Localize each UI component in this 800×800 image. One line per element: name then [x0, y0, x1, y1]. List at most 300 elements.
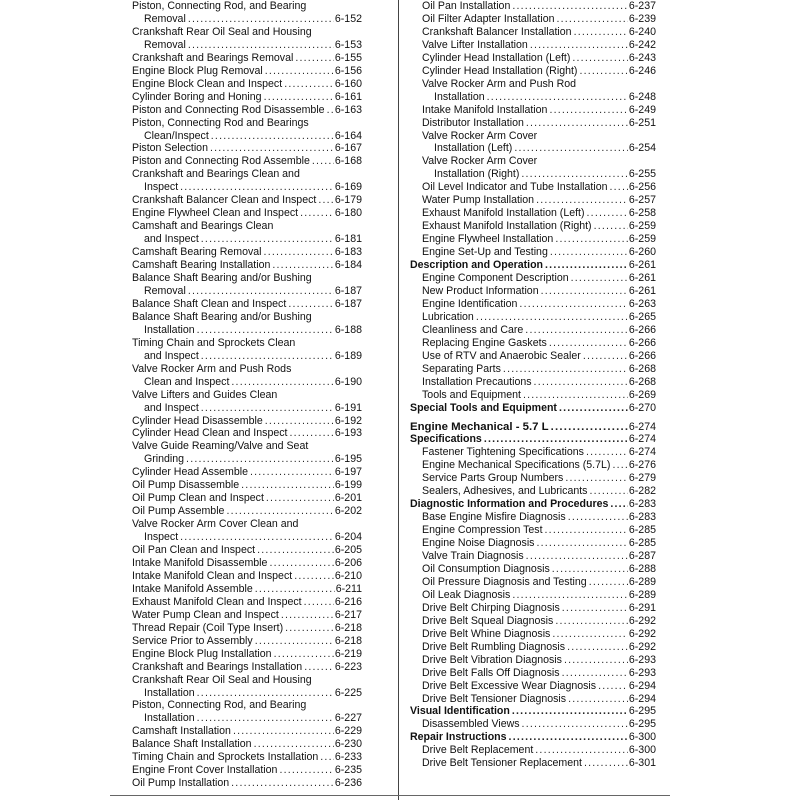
dot-leader: [264, 246, 334, 259]
toc-entry[interactable]: [132, 725, 362, 738]
toc-entry[interactable]: [132, 544, 362, 557]
toc-page-number: 6-168: [334, 155, 362, 168]
dot-leader: [571, 272, 628, 285]
toc-entry[interactable]: [132, 117, 362, 143]
toc-entry[interactable]: [410, 589, 656, 602]
toc-page-number: 6-161: [334, 90, 362, 103]
toc-entry[interactable]: [410, 705, 656, 718]
toc-entry-line: [422, 324, 656, 337]
toc-entry-title: Valve Guide Reaming/Valve and Seat: [132, 440, 309, 453]
toc-entry-title: Camshaft Bearing Removal: [132, 246, 262, 259]
dot-leader: [201, 233, 334, 246]
toc-page-number: 6-206: [334, 556, 362, 569]
toc-entry[interactable]: [132, 764, 362, 777]
dot-leader: [552, 628, 628, 641]
dot-leader: [250, 466, 334, 479]
toc-page-number: 6-291: [628, 601, 656, 614]
toc-entry[interactable]: [410, 654, 656, 667]
toc-entry[interactable]: [132, 298, 362, 311]
toc-entry-title: Exhaust Manifold Installation (Right): [422, 220, 592, 233]
toc-entry[interactable]: [132, 337, 362, 363]
toc-entry[interactable]: [132, 518, 362, 544]
dot-leader: [535, 744, 628, 757]
toc-page-number: 6-261: [628, 259, 656, 272]
toc-entry-title: Piston, Connecting Rod and Bearings: [132, 116, 309, 129]
toc-entry-title: Engine Flywheel Clean and Inspect: [132, 207, 299, 220]
toc-entry-line: [422, 550, 656, 563]
toc-entry-line: [422, 39, 656, 52]
dot-leader: [545, 524, 628, 537]
toc-entry-title: Tools and Equipment: [422, 388, 521, 401]
toc-entry[interactable]: [410, 744, 656, 757]
toc-entry-line: [410, 259, 656, 272]
dot-leader: [568, 511, 628, 524]
toc-entry[interactable]: [410, 117, 656, 130]
toc-entry[interactable]: [132, 609, 362, 622]
toc-entry-line: [422, 376, 656, 389]
toc-page-number: 6-242: [628, 38, 656, 51]
toc-entry-line: [422, 246, 656, 259]
toc-entry-line: [132, 531, 362, 544]
toc-entry[interactable]: [132, 207, 362, 220]
toc-entry[interactable]: [132, 674, 362, 700]
dot-leader: [284, 78, 334, 91]
toc-entry[interactable]: [410, 718, 656, 731]
toc-entry[interactable]: [132, 155, 362, 168]
toc-entry[interactable]: [410, 311, 656, 324]
toc-entry-title: Disassembled Views: [422, 718, 520, 731]
toc-page-number: 6-261: [628, 284, 656, 297]
dot-leader: [549, 104, 627, 117]
toc-entry[interactable]: [132, 777, 362, 790]
toc-entry-title: Oil Leak Diagnosis: [422, 588, 511, 601]
toc-entry[interactable]: [132, 65, 362, 78]
toc-entry[interactable]: [410, 421, 656, 434]
toc-entry[interactable]: [410, 130, 656, 156]
toc-entry[interactable]: [410, 537, 656, 550]
toc-entry-line: [422, 757, 656, 770]
toc-entry-title: Visual Identification: [410, 705, 510, 718]
toc-entry[interactable]: [410, 39, 656, 52]
toc-page-number: 6-188: [334, 323, 362, 336]
toc-entry-title: Installation Precautions: [422, 375, 532, 388]
toc-entry-title: Crankshaft Rear Oil Seal and Housing: [132, 673, 312, 686]
toc-entry-line: [132, 738, 362, 751]
toc-page-number: 6-251: [628, 116, 656, 129]
toc-entry[interactable]: [410, 13, 656, 26]
toc-entry[interactable]: [410, 259, 656, 272]
toc-entry-line: [132, 712, 362, 725]
toc-page-number: 6-300: [628, 731, 656, 744]
toc-entry[interactable]: [410, 498, 656, 511]
dot-leader: [556, 13, 627, 26]
toc-entry-line: [422, 233, 656, 246]
toc-entry[interactable]: [410, 26, 656, 39]
toc-entry-title: Timing Chain and Sprockets Installation: [132, 751, 319, 764]
dot-leader: [512, 705, 628, 718]
toc-entry-line: [132, 181, 362, 194]
toc-entry-title: Drive Belt Tensioner Replacement: [422, 757, 582, 770]
toc-entry[interactable]: [132, 583, 362, 596]
dot-leader: [586, 446, 628, 459]
toc-entry[interactable]: [410, 194, 656, 207]
toc-page-number: 6-179: [334, 194, 362, 207]
toc-entry-line: [132, 764, 362, 777]
toc-entry-title: Camshaft and Bearings Clean: [132, 220, 274, 233]
toc-entry[interactable]: [132, 389, 362, 415]
toc-entry[interactable]: [132, 699, 362, 725]
toc-entry-line: [422, 511, 656, 524]
toc-entry[interactable]: [132, 104, 362, 117]
toc-page-number: 6-199: [334, 479, 362, 492]
toc-page-number: 6-279: [628, 472, 656, 485]
toc-entry[interactable]: [410, 446, 656, 459]
toc-entry-title: Engine Flywheel Installation: [422, 233, 554, 246]
toc-entry-line: [422, 0, 656, 13]
toc-page-number: 6-287: [628, 550, 656, 563]
toc-entry-line: [422, 142, 656, 155]
toc-entry-line: [132, 557, 362, 570]
dot-leader: [552, 563, 628, 576]
toc-entry-line: [422, 485, 656, 498]
toc-entry[interactable]: [132, 738, 362, 751]
toc-entry[interactable]: [410, 472, 656, 485]
toc-entry[interactable]: [132, 311, 362, 337]
toc-entry[interactable]: [410, 524, 656, 537]
toc-entry[interactable]: [132, 557, 362, 570]
toc-page-number: 6-202: [334, 505, 362, 518]
toc-page-number: 6-301: [628, 757, 656, 770]
toc-entry-line: [132, 466, 362, 479]
toc-entry-line: [410, 402, 656, 415]
dot-leader: [211, 130, 334, 143]
toc-entry[interactable]: [132, 246, 362, 259]
toc-entry[interactable]: [410, 693, 656, 706]
toc-entry-title: Clean and Inspect: [144, 375, 230, 388]
toc-entry-line: [132, 725, 362, 738]
toc-entry-title: Installation: [144, 686, 195, 699]
toc-entry[interactable]: [410, 220, 656, 233]
toc-entry-line: [132, 78, 362, 91]
toc-entry-line: [422, 524, 656, 537]
toc-page-number: 6-218: [334, 634, 362, 647]
toc-entry[interactable]: [132, 52, 362, 65]
toc-entry[interactable]: [410, 376, 656, 389]
toc-entry[interactable]: [410, 563, 656, 576]
column-divider: [398, 0, 399, 800]
toc-entry-line: [422, 615, 656, 628]
dot-leader: [612, 459, 627, 472]
toc-entry-line: [410, 421, 656, 434]
toc-entry[interactable]: [410, 350, 656, 363]
toc-page-number: 6-183: [334, 246, 362, 259]
toc-entry-title: Cylinder Head Installation (Right): [422, 64, 578, 77]
toc-entry-title: Cylinder Head Clean and Inspect: [132, 427, 288, 440]
toc-entry-line: [422, 168, 656, 181]
toc-entry[interactable]: [132, 26, 362, 52]
toc-page-number: 6-300: [628, 744, 656, 757]
toc-entry[interactable]: [410, 233, 656, 246]
toc-entry-title: Engine Block Plug Removal: [132, 64, 263, 77]
toc-entry-line: [132, 427, 362, 440]
toc-entry-line: [422, 641, 656, 654]
dot-leader: [300, 207, 334, 220]
toc-entry[interactable]: [132, 194, 362, 207]
toc-entry-title: Piston, Connecting Rod, and Bearing: [132, 699, 307, 712]
toc-entry[interactable]: [132, 259, 362, 272]
toc-entry[interactable]: [132, 661, 362, 674]
toc-page-number: 6-204: [334, 531, 362, 544]
toc-entry[interactable]: [132, 479, 362, 492]
toc-page-number: 6-260: [628, 246, 656, 259]
toc-entry[interactable]: [132, 220, 362, 246]
toc-entry[interactable]: [132, 427, 362, 440]
toc-entry[interactable]: [410, 78, 656, 104]
toc-entry[interactable]: [132, 596, 362, 609]
page-bottom-rule: [110, 795, 670, 796]
toc-entry[interactable]: [410, 485, 656, 498]
toc-page-number: 6-239: [628, 12, 656, 25]
toc-entry[interactable]: [410, 602, 656, 615]
toc-page-number: 6-266: [628, 349, 656, 362]
toc-entry-title: Separating Parts: [422, 362, 501, 375]
toc-entry[interactable]: [410, 337, 656, 350]
dot-leader: [241, 479, 334, 492]
toc-page-number: 6-164: [334, 129, 362, 142]
toc-entry-line: [422, 628, 656, 641]
toc-entry-line: [132, 91, 362, 104]
toc-entry-line: [132, 609, 362, 622]
toc-entry[interactable]: [410, 285, 656, 298]
dot-leader: [476, 311, 628, 324]
toc-entry-title: Replacing Engine Gaskets: [422, 336, 547, 349]
toc-page-number: 6-285: [628, 537, 656, 550]
toc-entry-title: Cylinder Head Assemble: [132, 466, 248, 479]
toc-entry-title: Lubrication: [422, 310, 474, 323]
toc-page-number: 6-227: [334, 712, 362, 725]
toc-entry[interactable]: [132, 751, 362, 764]
toc-entry-line: [132, 246, 362, 259]
toc-entry[interactable]: [410, 272, 656, 285]
toc-entry[interactable]: [410, 52, 656, 65]
toc-entry-title: Valve Train Diagnosis: [422, 550, 524, 563]
toc-entry[interactable]: [410, 181, 656, 194]
dot-leader: [512, 589, 628, 602]
dot-leader: [255, 635, 334, 648]
dot-leader: [562, 667, 628, 680]
toc-entry[interactable]: [410, 667, 656, 680]
toc-entry-title: Removal: [144, 12, 186, 25]
dot-leader: [568, 693, 628, 706]
dot-leader: [484, 433, 628, 446]
dot-leader: [197, 687, 334, 700]
toc-entry-title: Base Engine Misfire Diagnosis: [422, 511, 566, 524]
toc-entry[interactable]: [410, 65, 656, 78]
dot-leader: [265, 415, 334, 428]
toc-entry[interactable]: [410, 155, 656, 181]
toc-entry[interactable]: [410, 615, 656, 628]
toc-entry-title: Oil Pump Assemble: [132, 505, 225, 518]
dot-leader: [526, 117, 628, 130]
toc-entry[interactable]: [410, 680, 656, 693]
toc-entry-title: Oil Pan Clean and Inspect: [132, 544, 256, 557]
toc-entry-title: Balance Shaft Clean and Inspect: [132, 297, 287, 310]
toc-entry[interactable]: [132, 363, 362, 389]
toc-entry-line: [422, 537, 656, 550]
toc-entry-line: [132, 194, 362, 207]
toc-entry[interactable]: [132, 505, 362, 518]
toc-page-number: 6-276: [628, 459, 656, 472]
toc-entry[interactable]: [410, 576, 656, 589]
dot-leader: [565, 472, 628, 485]
toc-entry[interactable]: [132, 492, 362, 505]
toc-page-number: 6-295: [628, 718, 656, 731]
toc-entry-title: Intake Manifold Assemble: [132, 582, 253, 595]
dot-leader: [320, 751, 334, 764]
toc-entry[interactable]: [410, 459, 656, 472]
toc-entry-title: Crankshaft Rear Oil Seal and Housing: [132, 25, 312, 38]
toc-entry[interactable]: [132, 142, 362, 155]
toc-entry[interactable]: [132, 466, 362, 479]
dot-leader: [579, 65, 627, 78]
dot-leader: [550, 246, 628, 259]
toc-entry[interactable]: [410, 298, 656, 311]
toc-entry[interactable]: [410, 389, 656, 402]
dot-leader: [583, 350, 628, 363]
toc-entry[interactable]: [410, 641, 656, 654]
toc-entry-line: [132, 544, 362, 557]
toc-page-number: 6-237: [628, 0, 656, 12]
toc-entry[interactable]: [410, 628, 656, 641]
toc-entry-title: Diagnostic Information and Procedures: [410, 498, 609, 511]
toc-entry-line: [422, 446, 656, 459]
toc-entry-line: [422, 220, 656, 233]
toc-entry[interactable]: [132, 272, 362, 298]
dot-leader: [201, 350, 334, 363]
toc-entry-title: Engine Block Plug Installation: [132, 647, 272, 660]
toc-entry-title: Engine Set-Up and Testing: [422, 246, 548, 259]
toc-entry-line: [422, 181, 656, 194]
toc-entry-line: [410, 731, 656, 744]
dot-leader: [188, 285, 334, 298]
toc-entry-line: [132, 39, 362, 52]
toc-entry[interactable]: [410, 0, 656, 13]
toc-entry[interactable]: [132, 648, 362, 661]
toc-entry[interactable]: [410, 402, 656, 415]
toc-page-number: 6-295: [628, 705, 656, 718]
toc-entry[interactable]: [132, 91, 362, 104]
dot-leader: [274, 648, 334, 661]
dot-leader: [231, 777, 334, 790]
dot-leader: [555, 615, 628, 628]
toc-entry[interactable]: [132, 168, 362, 194]
toc-entry[interactable]: [132, 415, 362, 428]
dot-leader: [589, 485, 627, 498]
toc-entry[interactable]: [410, 511, 656, 524]
dot-leader: [610, 181, 628, 194]
toc-entry-title: Engine Front Cover Installation: [132, 764, 278, 777]
dot-leader: [562, 602, 628, 615]
toc-page-number: 6-274: [628, 446, 656, 459]
toc-entry-line: [422, 654, 656, 667]
toc-entry-title: Exhaust Manifold Installation (Left): [422, 207, 585, 220]
toc-entry-title: Oil Consumption Diagnosis: [422, 562, 550, 575]
toc-entry[interactable]: [410, 246, 656, 259]
toc-entry[interactable]: [410, 731, 656, 744]
toc-entry[interactable]: [410, 324, 656, 337]
toc-entry-line: [422, 194, 656, 207]
toc-entry[interactable]: [410, 104, 656, 117]
toc-page-number: 6-187: [334, 297, 362, 310]
toc-entry-line: [132, 661, 362, 674]
dot-leader: [526, 550, 628, 563]
toc-entry-title: Cylinder Head Disassemble: [132, 414, 263, 427]
toc-entry-title: Valve Lifters and Guides Clean: [132, 388, 278, 401]
toc-entry-title: Oil Pan Installation: [422, 0, 511, 12]
toc-page-number: 6-263: [628, 297, 656, 310]
toc-entry-line: [422, 363, 656, 376]
dot-leader: [572, 52, 628, 65]
toc-entry-title: Cleanliness and Care: [422, 323, 524, 336]
dot-leader: [514, 142, 628, 155]
toc-entry-title: Drive Belt Whine Diagnosis: [422, 627, 551, 640]
toc-entry[interactable]: [410, 207, 656, 220]
dot-leader: [180, 531, 334, 544]
toc-page-number: 6-233: [334, 751, 362, 764]
toc-entry[interactable]: [410, 363, 656, 376]
toc-page-number: 6-285: [628, 524, 656, 537]
toc-entry[interactable]: [132, 622, 362, 635]
toc-entry-line: [132, 104, 362, 117]
dot-leader: [255, 583, 335, 596]
toc-entry-line: [422, 680, 656, 693]
toc-entry-title: Oil Pump Disassemble: [132, 479, 240, 492]
toc-page-number: 6-265: [628, 310, 656, 323]
dot-leader: [564, 654, 628, 667]
toc-entry-line: [422, 602, 656, 615]
dot-leader: [272, 259, 334, 272]
dot-leader: [312, 155, 334, 168]
toc-entry[interactable]: [132, 635, 362, 648]
toc-page-number: 6-190: [334, 375, 362, 388]
toc-entry-line: [422, 744, 656, 757]
toc-entry[interactable]: [132, 0, 362, 26]
toc-page-number: 6-243: [628, 51, 656, 64]
toc-entry[interactable]: [410, 433, 656, 446]
toc-entry-line: [422, 65, 656, 78]
toc-entry[interactable]: [410, 757, 656, 770]
toc-page-number: 6-205: [334, 544, 362, 557]
toc-entry-title: Engine Block Clean and Inspect: [132, 77, 283, 90]
toc-entry-line: [422, 472, 656, 485]
toc-entry-line: [132, 207, 362, 220]
toc-entry-line: [132, 259, 362, 272]
toc-entry-line: [132, 635, 362, 648]
toc-entry-title: Oil Filter Adapter Installation: [422, 12, 555, 25]
toc-page-number: 6-201: [334, 492, 362, 505]
dot-leader: [257, 544, 334, 557]
dot-leader: [610, 498, 628, 511]
toc-entry-line: [422, 389, 656, 402]
dot-leader: [530, 39, 628, 52]
toc-entry-title: Removal: [144, 38, 186, 51]
dot-leader: [589, 576, 628, 589]
toc-entry[interactable]: [410, 550, 656, 563]
toc-entry[interactable]: [132, 78, 362, 91]
toc-entry[interactable]: [132, 440, 362, 466]
toc-entry-title: Thread Repair (Coil Type Insert): [132, 621, 284, 634]
toc-entry[interactable]: [132, 570, 362, 583]
